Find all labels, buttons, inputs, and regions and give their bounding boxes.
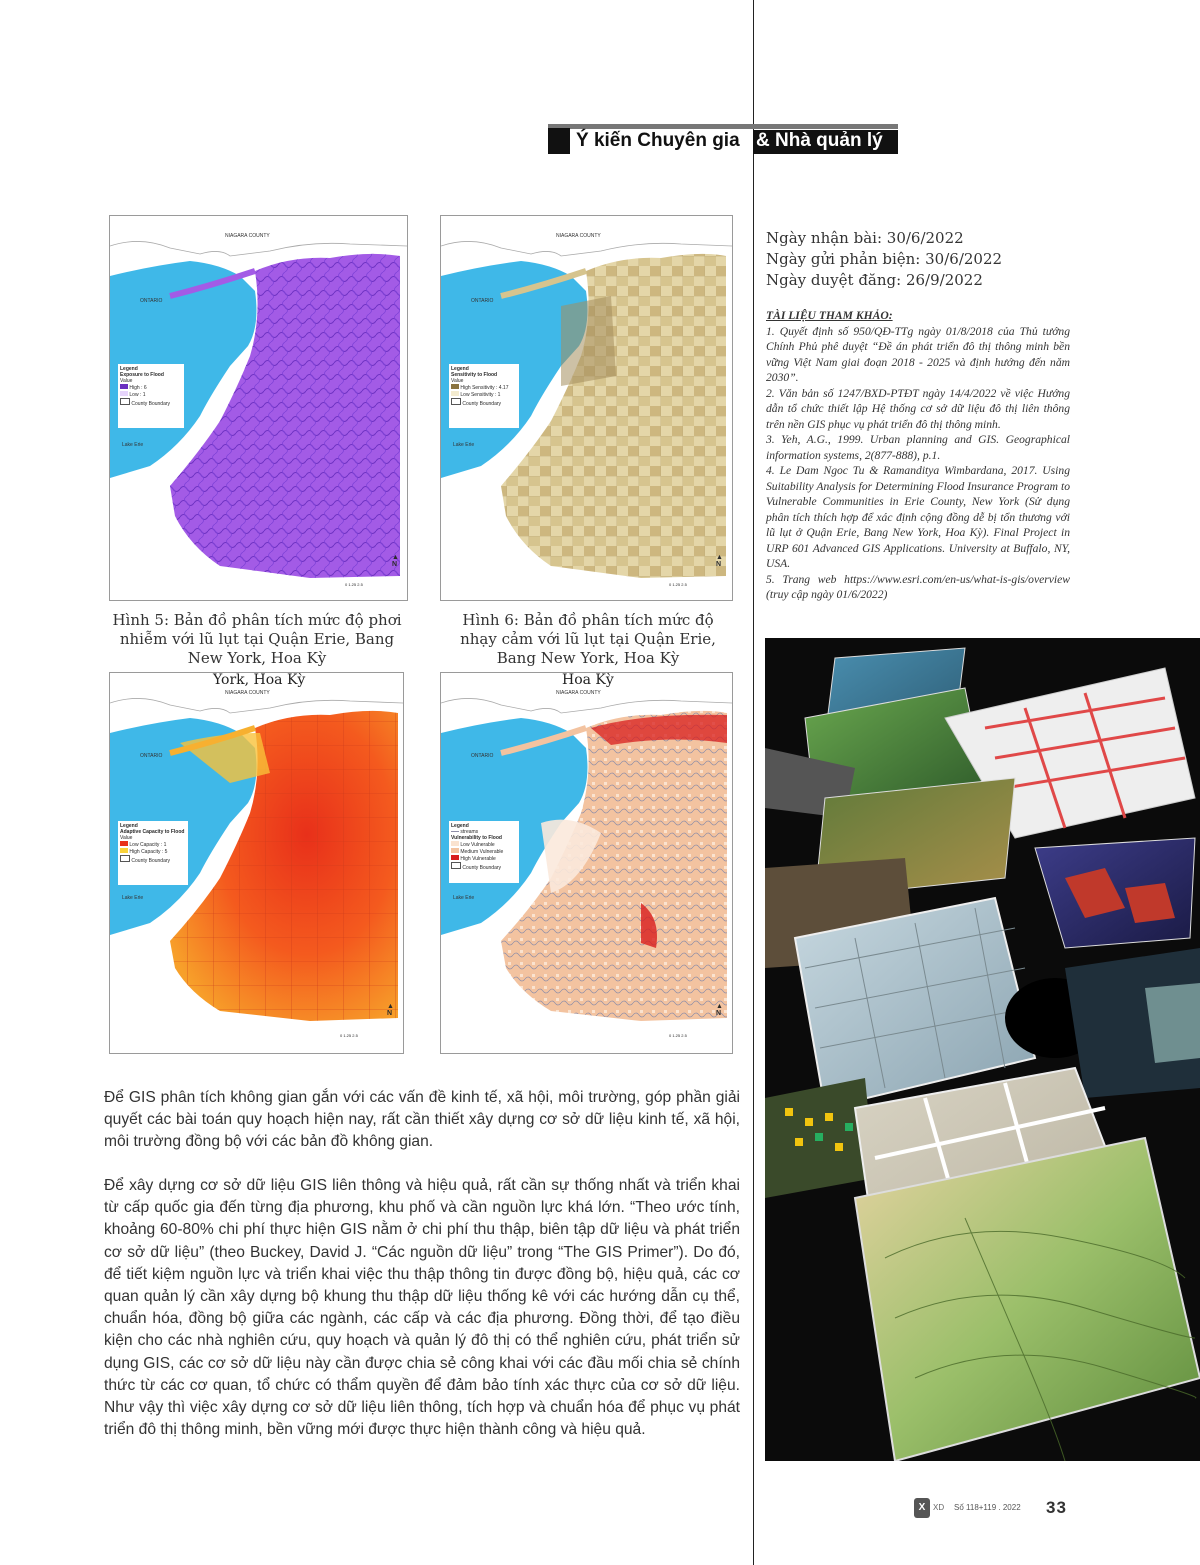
scale-bar: 0 1.25 2.5 [345, 582, 363, 587]
figure-8-overlay-label: Hoa Kỳ [559, 672, 617, 688]
legend-value: Value [120, 835, 133, 841]
reference-item: 5. Trang web https://www.esri.com/en-us/what-is-gis/overview (truy cập ngày 01/6/2022) [766, 572, 1070, 601]
page-footer [914, 1498, 1074, 1518]
reference-item: 3. Yeh, A.G., 1999. Urban planning and GIS. Geographical information systems, 2(877-888), p.1. [766, 433, 1070, 462]
figure-5-map [109, 215, 408, 601]
map-legend [118, 821, 188, 885]
scale-bar: 0 1.25 2.5 [340, 1033, 358, 1038]
legend-low: High Capacity : 5 [120, 848, 186, 855]
references-title: TÀI LIỆU THAM KHẢO: [766, 309, 893, 322]
legend-high: Low Capacity : 1 [120, 841, 186, 848]
legend-subtitle: Adaptive Capacity to Flood [120, 829, 185, 835]
map-top-label: NIAGARA COUNTY [225, 233, 270, 239]
legend-subtitle: Sensitivity to Flood [451, 372, 498, 378]
reference-item: 1. Quyết định số 950/QĐ-TTg ngày 01/8/2018 của Thủ tướng Chính Phủ phê duyệt “Đề án phát triển đô thị thông minh bền vững Việt Nam giai đoạn 2018 - 2025 và định hướng đến năm 2030”. [766, 324, 1070, 384]
map-top-label: NIAGARA COUNTY [556, 233, 601, 239]
legend-title: Legend [120, 366, 138, 372]
legend-streams: streams [451, 829, 517, 835]
north-arrow-icon: ▲ N [392, 554, 399, 568]
legend-title: Legend [451, 366, 469, 372]
map-legend [118, 364, 184, 428]
section-title-part1: Ý kiến Chuyên gia [576, 130, 740, 151]
lake-label: ONTARIO [140, 753, 163, 759]
map-legend [449, 821, 519, 883]
map-top-label: NIAGARA COUNTY [556, 690, 601, 696]
legend-medium: Medium Vulnerable [451, 848, 517, 855]
legend-low: Low Sensitivity : 1 [451, 391, 517, 398]
reference-item: 4. Le Dam Ngoc Tu & Ramanditya Wimbardana, 2017. Using Suitability Analysis for Determining Flood Insurance Program to Vulnerable Communities in Erie County, New York (Sử dụng phân tích thích hợp để xác định cộng đồng dễ bị tổn thương với lũ lụt ở Quận Erie, Bang New York, Hoa Kỳ). Final Project in URP 601 Advanced GIS Applications. University at Buffalo, NY, USA. [766, 464, 1070, 570]
legend-boundary: County Boundary [451, 398, 517, 407]
figure-7-map [109, 672, 404, 1054]
legend-title: Legend [451, 823, 469, 829]
body-paragraph-1: Để GIS phân tích không gian gắn với các vấn đề kinh tế, xã hội, môi trường, góp phần giải quyết các bài toán quy hoạch hiện nay, rất cần thiết xây dựng cơ sở dữ liệu kinh tế, xã hội, môi trường đồng bộ với các bản đồ không gian. [104, 1089, 740, 1151]
lake-erie-label: Lake Erie [453, 895, 475, 901]
legend-subtitle: Exposure to Flood [120, 372, 164, 378]
legend-high: High Sensitivity : 4.17 [451, 384, 517, 391]
reference-item: 2. Văn bản số 1247/BXD-PTĐT ngày 14/4/2022 về việc Hướng dẫn tổ chức thiết lập Hệ thống cơ sở dữ liệu đô thị liên thông trên nền GIS phục vụ phát triển đô thị thông minh. [766, 386, 1070, 431]
legend-value: Value [120, 378, 133, 384]
lake-erie-label: Lake Erie [453, 442, 475, 448]
lake-erie-label: Lake Erie [122, 895, 144, 901]
gis-layers-illustration [765, 638, 1200, 1461]
magazine-logo-suffix: XD [933, 1503, 945, 1512]
figure-7-overlay-label: York, Hoa Kỳ [210, 672, 308, 688]
legend-boundary: County Boundary [120, 398, 182, 407]
review-date: Ngày gửi phản biện: 30/6/2022 [766, 250, 1003, 268]
lake-erie-label: Lake Erie [122, 442, 144, 448]
column-divider [753, 0, 754, 1565]
header-black-block [548, 128, 570, 154]
figure-6-caption: Hình 6: Bản đồ phân tích mức độ nhạy cảm với lũ lụt tại Quận Erie, Bang New York, Hoa Kỳ [460, 611, 716, 667]
body-paragraph-2: Để xây dựng cơ sở dữ liệu GIS liên thông và hiệu quả, rất cần sự thống nhất và triển khai từ cấp quốc gia đến từng địa phương, khu phố và cần nguồn lực khá lớn. “Theo ước tính, khoảng 60-80% chi phí thực hiện GIS nằm ở chi phí thu thập, biên tập dữ liệu và phát triển cơ sở dữ liệu” (theo Buckey, David J. “Các nguồn dữ liệu” trong “The GIS Primer”). Do đó, để tiết kiệm nguồn lực và triển khai việc thu thập thông tin được đồng bộ, hiệu quả, các cơ quan quản lý cần xây dựng bộ khung thu thập dữ liệu thống kê với các hướng dẫn cụ thể, chuẩn hóa, đồng bộ giữa các ngành, các cấp và các địa phương. Đồng thời, để tạo điều kiện cho các nhà nghiên cứu, quy hoạch và quản lý đô thị có thể nghiên cứu, phát triển sử dụng GIS, các cơ sở dữ liệu này cần được chia sẻ công khai với các đầu mối chia sẻ chính thức từ các cơ quan, tổ chức có thẩm quyền để đảm bảo tính xác thực của cơ sở dữ liệu. Như vậy thì việc xây dựng cơ sở dữ liệu liên thông, tích hợp và chuẩn hóa để phục vụ phát triển đô thị thông minh, bền vững mới được thực hiện thành công và hiệu quả. [104, 1177, 740, 1439]
map-legend [449, 364, 519, 428]
north-arrow-icon: ▲ N [387, 1003, 394, 1017]
legend-low: Low : 1 [120, 391, 182, 398]
north-arrow-icon: ▲ N [716, 554, 723, 568]
legend-boundary: County Boundary [120, 855, 186, 864]
article-meta [766, 228, 1002, 291]
references [766, 308, 1070, 603]
approved-date: Ngày duyệt đăng: 26/9/2022 [766, 271, 983, 289]
figure-5-caption: Hình 5: Bản đồ phân tích mức độ phơi nhiễm với lũ lụt tại Quận Erie, Bang New York, Hoa Kỳ [112, 611, 402, 667]
header-top-bar [548, 124, 898, 129]
received-date: Ngày nhận bài: 30/6/2022 [766, 229, 964, 247]
legend-title: Legend [120, 823, 138, 829]
legend-boundary: County Boundary [451, 862, 517, 871]
scale-bar: 0 1.25 2.5 [669, 1033, 687, 1038]
magazine-logo-icon: X [914, 1498, 930, 1518]
figure-6-map [440, 215, 733, 601]
legend-subtitle: Vulnerability to Flood [451, 835, 502, 841]
legend-value: Value [451, 378, 464, 384]
lake-label: ONTARIO [471, 298, 494, 304]
figure-8-map [440, 672, 733, 1054]
north-arrow-icon: ▲ N [716, 1003, 723, 1017]
section-header [548, 124, 898, 154]
map-top-label: NIAGARA COUNTY [225, 690, 270, 696]
lake-label: ONTARIO [471, 753, 494, 759]
legend-high: High : 6 [120, 384, 182, 391]
legend-high: High Vulnerable [451, 855, 517, 862]
page-number: 33 [1046, 1498, 1067, 1517]
lake-label: ONTARIO [140, 298, 163, 304]
section-title-part2: & Nhà quản lý [756, 130, 883, 151]
scale-bar: 0 1.25 2.5 [669, 582, 687, 587]
legend-low: Low Vulnerable [451, 841, 517, 848]
issue-number: Số 118+119 . 2022 [954, 1503, 1021, 1512]
